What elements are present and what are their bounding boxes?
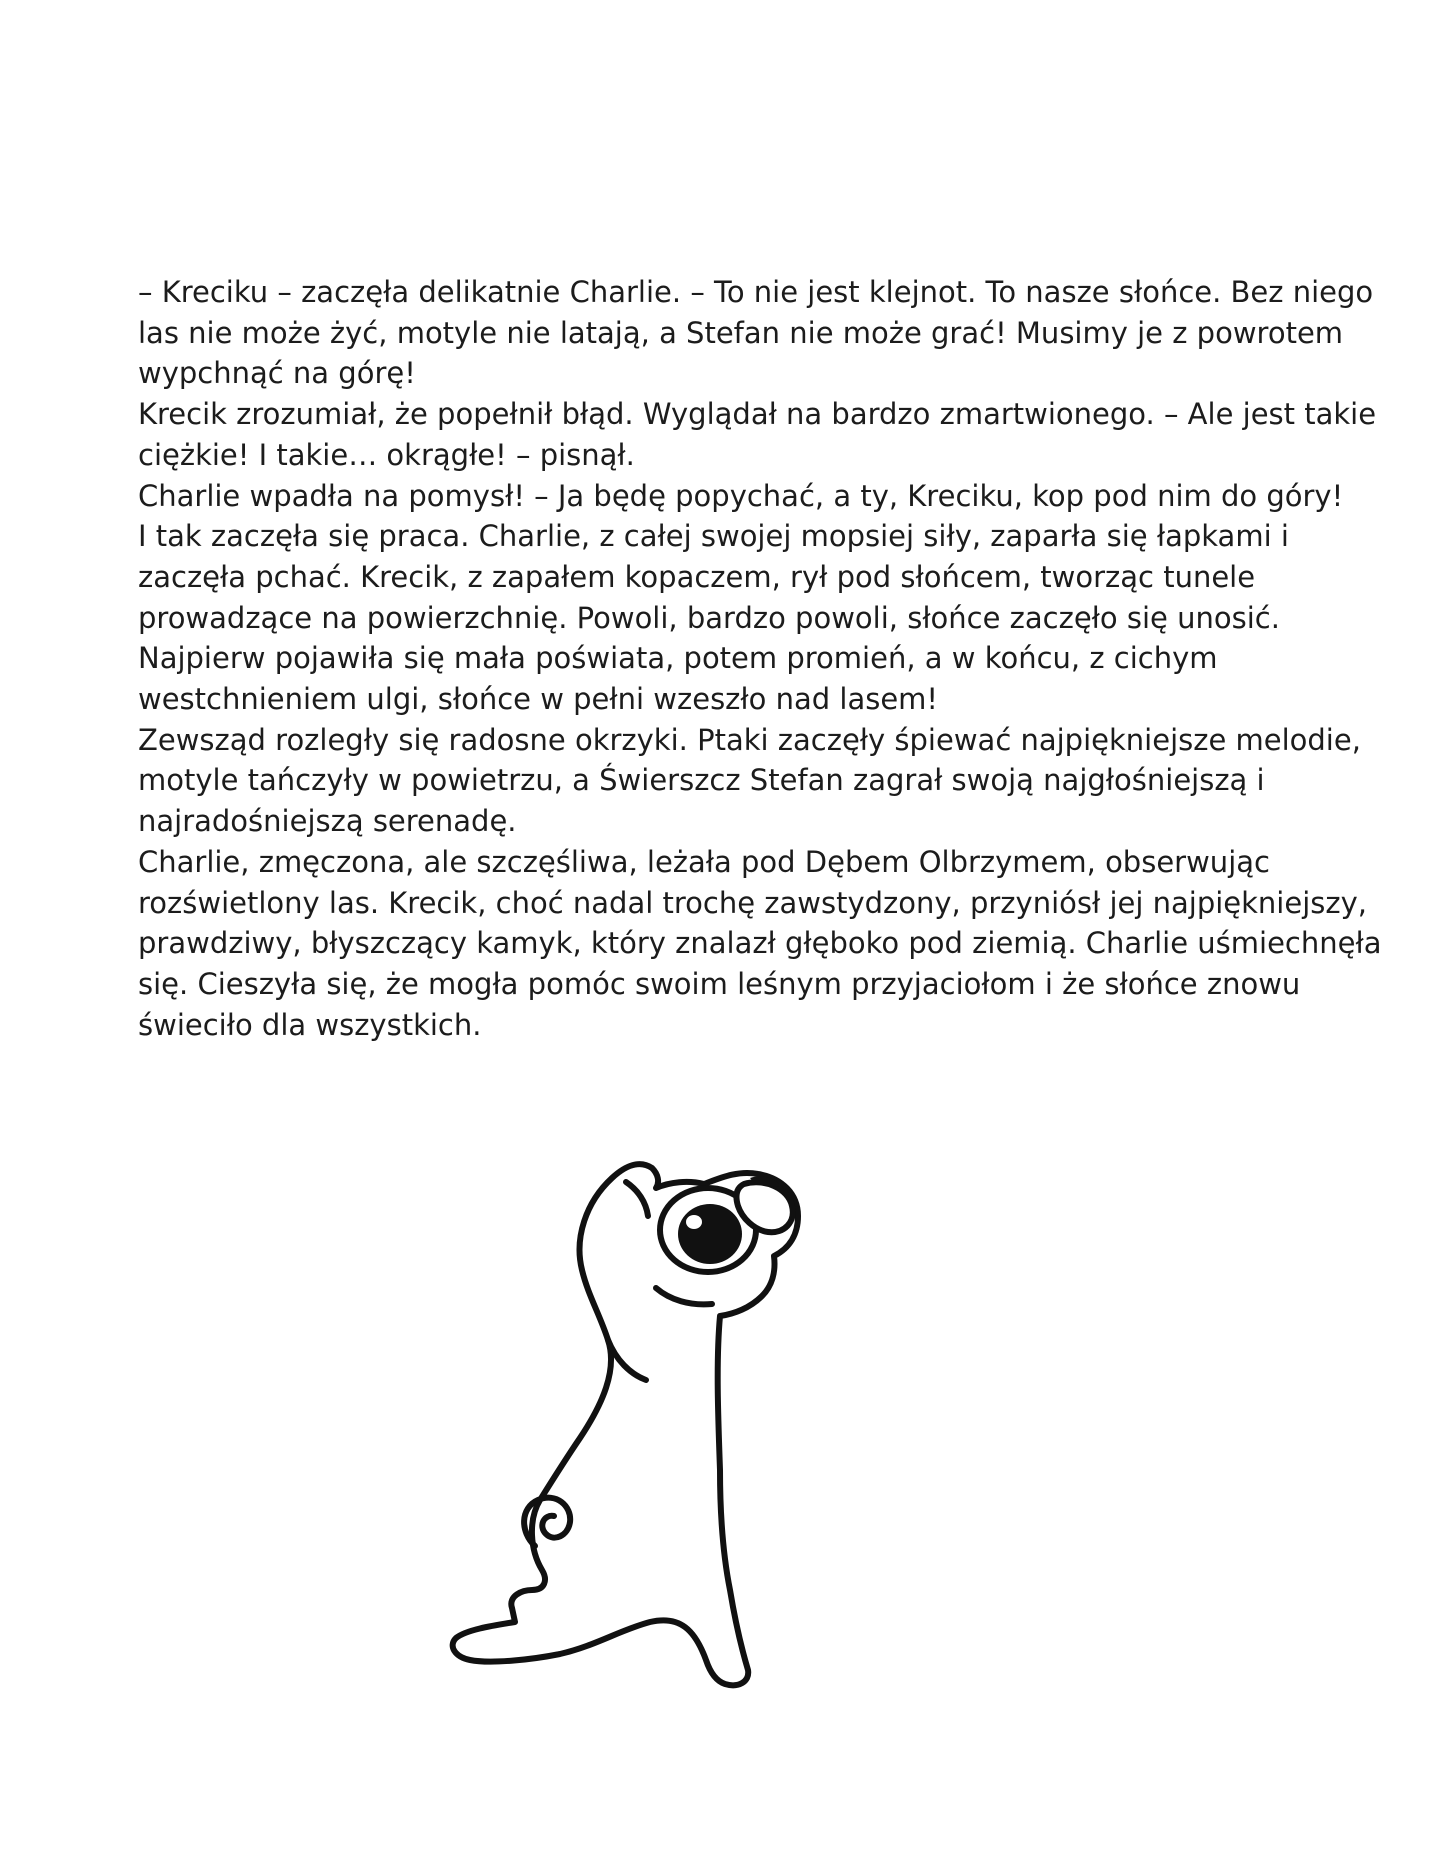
story-line: Zewsząd rozległy się radosne okrzyki. Ptaki zaczęły śpiewać najpiękniejsze melodie, bbox=[138, 722, 1361, 757]
story-line: się. Cieszyła się, że mogła pomóc swoim leśnym przyjaciołom i że słońce znowu bbox=[138, 966, 1301, 1001]
story-line: motyle tańczyły w powietrzu, a Świerszcz Stefan zagrał swoją najgłośniejszą i bbox=[138, 763, 1265, 798]
story-line: wypchnąć na górę! bbox=[138, 356, 416, 391]
story-line: Najpierw pojawiła się mała poświata, potem promień, a w końcu, z cichym bbox=[138, 641, 1218, 676]
story-line: ciężkie! I takie… okrągłe! – pisnął. bbox=[138, 437, 635, 472]
story-line: Charlie, zmęczona, ale szczęśliwa, leżała pod Dębem Olbrzymem, obserwując bbox=[138, 844, 1270, 879]
story-line: zaczęła pchać. Krecik, z zapałem kopaczem, rył pod słońcem, tworząc tunele bbox=[138, 559, 1256, 594]
pug-line-art-icon bbox=[420, 1160, 980, 1700]
story-line: I tak zaczęła się praca. Charlie, z całej swojej mopsiej siły, zaparła się łapkami i bbox=[138, 519, 1289, 554]
story-line: prawdziwy, błyszczący kamyk, który znalazł głęboko pod ziemią. Charlie uśmiechnęła bbox=[138, 926, 1382, 961]
story-text bbox=[138, 272, 1382, 1045]
story-line: Charlie wpadła na pomysł! – Ja będę popychać, a ty, Kreciku, kop pod nim do góry! bbox=[138, 478, 1344, 513]
pug-eye-highlight bbox=[686, 1215, 702, 1229]
story-line: las nie może żyć, motyle nie latają, a Stefan nie może grać! Musimy je z powrotem bbox=[138, 315, 1344, 350]
story-line: prowadzące na powierzchnię. Powoli, bardzo powoli, słońce zaczęło się unosić. bbox=[138, 600, 1280, 635]
story-line: westchnieniem ulgi, słońce w pełni wzeszło nad lasem! bbox=[138, 682, 939, 717]
story-line: rozświetlony las. Krecik, choć nadal trochę zawstydzony, przyniósł jej najpiękniejszy, bbox=[138, 885, 1367, 920]
pug-eye-pupil bbox=[678, 1204, 742, 1264]
story-line: świeciło dla wszystkich. bbox=[138, 1007, 482, 1042]
story-line: najradośniejszą serenadę. bbox=[138, 804, 517, 839]
story-line: – Kreciku – zaczęła delikatnie Charlie. – To nie jest klejnot. To nasze słońce. Bez niego bbox=[138, 275, 1374, 309]
story-line: Krecik zrozumiał, że popełnił błąd. Wyglądał na bardzo zmartwionego. – Ale jest takie bbox=[138, 397, 1377, 432]
